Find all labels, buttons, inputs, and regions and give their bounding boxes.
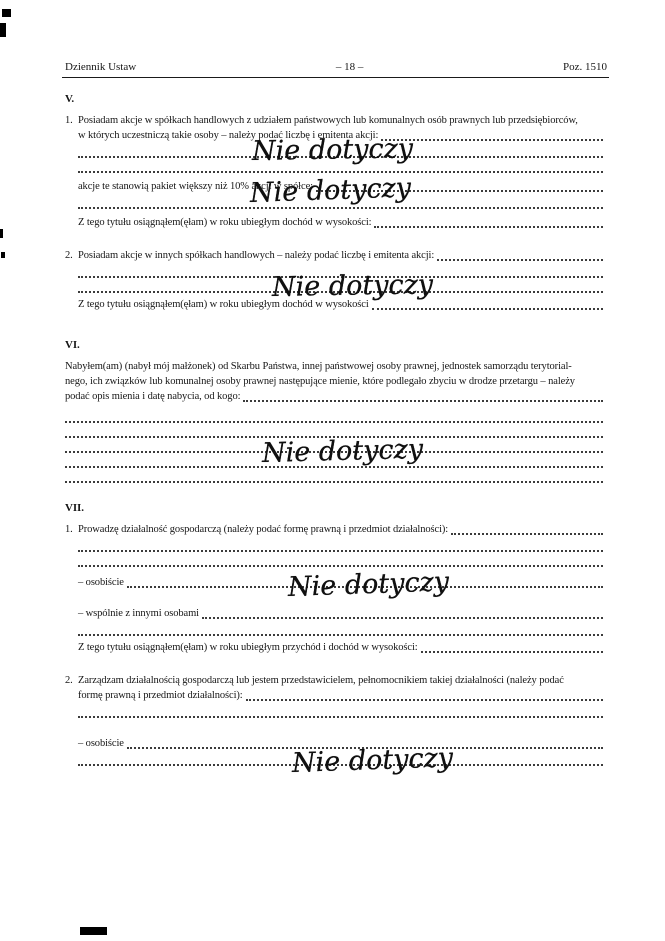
position-number: Poz. 1510 <box>563 61 607 73</box>
scan-artifact <box>0 229 3 238</box>
form-text-line: Z tego tytułu osiągnąłem(ęłam) w roku ubiegłym dochód w wysokości: <box>78 217 372 228</box>
form-text-line: Posiadam akcje w innych spółkach handlowych – należy podać liczbę i emitenta akcji: <box>78 250 435 261</box>
dotted-line <box>65 408 603 423</box>
dotted-fill <box>437 259 603 261</box>
form-text-line: Posiadam akcje w spółkach handlowych z udziałem państwowych lub komunalnych osób prawnych lub przedsiębiorców, <box>78 115 578 126</box>
handwritten-text: Nie dotyczy <box>249 172 412 209</box>
handwritten-text: Nie dotyczy <box>271 269 434 303</box>
dotted-fill <box>243 400 603 402</box>
form-item-v1 <box>65 113 603 230</box>
form-text-line: Prowadzę działalność gospodarczą (należy podać formę prawną i przedmiot działalności): <box>78 524 449 535</box>
dotted-line <box>78 552 603 567</box>
dotted-fill <box>372 308 603 310</box>
item-number: 2. <box>65 250 73 261</box>
dotted-fill <box>202 617 603 619</box>
dotted-fill <box>246 699 603 701</box>
form-text-line: Z tego tytułu osiągnąłem(ęłam) w roku ubiegłym dochód w wysokości <box>78 299 369 310</box>
item-number: 1. <box>65 524 73 535</box>
dotted-fill <box>374 226 603 228</box>
scan-artifact <box>2 9 11 17</box>
dotted-fill <box>451 533 603 535</box>
dotted-fill <box>381 139 603 141</box>
form-text-line: – osobiście <box>78 577 124 588</box>
dotted-line <box>78 621 603 636</box>
scan-artifact <box>80 927 107 935</box>
form-text-line: – osobiście <box>78 738 124 749</box>
form-text-line: w których uczestniczą takie osoby – należy podać liczbę i emitenta akcji: <box>78 130 379 141</box>
section-v-label: V. <box>65 93 75 105</box>
item-number: 2. <box>65 675 73 686</box>
handwritten-text: Nie dotyczy <box>291 742 454 779</box>
page-number: – 18 – <box>335 61 364 73</box>
form-text-line: nego, ich związków lub komunalnej osoby prawnej następujące mienie, które podlegało zbyciu w drodze przetargu – należy <box>65 376 575 387</box>
item-number: 1. <box>65 115 73 126</box>
header-rule <box>62 77 609 78</box>
form-text-line: Zarządzam działalnością gospodarczą lub jestem przedstawicielem, pełnomocnikiem takiej działalności (należy podać <box>78 675 564 686</box>
section-vii-label: VII. <box>65 502 84 514</box>
form-text-line: – wspólnie z innymi osobami <box>78 608 199 619</box>
dotted-fill <box>421 651 603 653</box>
page-header <box>65 61 607 73</box>
dotted-line <box>65 468 603 483</box>
form-text-line: Z tego tytułu osiągnąłem(ęłam) w roku ubiegłym przychód i dochód w wysokości: <box>78 642 418 653</box>
scan-artifact <box>1 252 5 258</box>
dotted-line <box>78 537 603 552</box>
dotted-line <box>78 703 603 718</box>
handwritten-text: Nie dotyczy <box>261 433 424 469</box>
handwritten-text: Nie dotyczy <box>251 133 414 167</box>
form-text-line: Nabyłem(am) (nabył mój małżonek) od Skarbu Państwa, innej państwowej osoby prawnej, jednostek samorządu terytorial- <box>65 361 572 372</box>
form-text-line: akcje te stanowią pakiet większy niż 10% akcji w spółce: <box>78 181 313 192</box>
scan-artifact <box>0 23 6 37</box>
form-text-line: podać opis mienia i datę nabycia, od kogo: <box>65 391 241 402</box>
form-text-line: formę prawną i przedmiot działalności): <box>78 690 243 701</box>
handwritten-text: Nie dotyczy <box>287 566 450 603</box>
section-vi-label: VI. <box>65 339 80 351</box>
journal-title: Dziennik Ustaw <box>65 61 137 73</box>
